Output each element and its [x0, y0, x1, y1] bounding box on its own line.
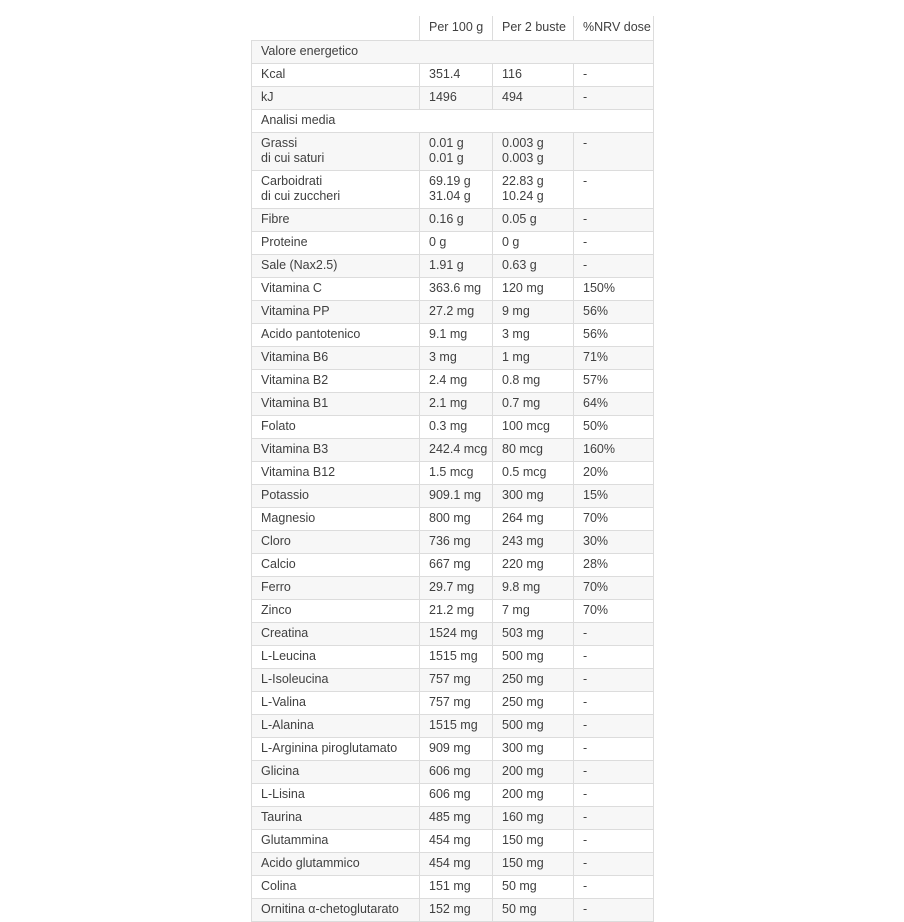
value-per-100g: 0 g [420, 232, 493, 255]
nutrient-label: Vitamina B12 [252, 462, 420, 485]
column-header-per-2-buste: Per 2 buste [493, 16, 574, 41]
value-per-2-buste: 0.05 g [493, 209, 574, 232]
nutrient-label: Zinco [252, 600, 420, 623]
nutrient-label: Vitamina C [252, 278, 420, 301]
value-nrv-dose: - [574, 738, 654, 761]
value-per-100g: 2.1 mg [420, 393, 493, 416]
nutrient-row [252, 577, 654, 600]
value-per-2-buste: 100 mcg [493, 416, 574, 439]
value-nrv-dose: - [574, 64, 654, 87]
value-per-100g: 606 mg [420, 784, 493, 807]
value-per-2-buste: 300 mg [493, 738, 574, 761]
value-nrv-dose: - [574, 133, 654, 171]
value-nrv-dose: - [574, 853, 654, 876]
value-per-2-buste: 150 mg [493, 853, 574, 876]
value-per-100g: 152 mg [420, 899, 493, 922]
value-per-100g: 242.4 mcg [420, 439, 493, 462]
value-per-100g: 363.6 mg [420, 278, 493, 301]
nutrient-label: Fibre [252, 209, 420, 232]
column-header-nrv-dose: %NRV dose [574, 16, 654, 41]
nutrient-row [252, 393, 654, 416]
value-per-2-buste-line: 0.003 g [502, 136, 544, 150]
nutrient-row [252, 347, 654, 370]
nutrient-label-line: di cui zuccheri [261, 189, 341, 203]
value-per-100g: 27.2 mg [420, 301, 493, 324]
value-per-100g: 3 mg [420, 347, 493, 370]
value-nrv-dose: 50% [574, 416, 654, 439]
value-nrv-dose: 57% [574, 370, 654, 393]
value-per-100g: 909 mg [420, 738, 493, 761]
nutrition-table-body [252, 41, 654, 922]
value-nrv-dose: - [574, 715, 654, 738]
value-nrv-dose: - [574, 232, 654, 255]
value-per-2-buste: 250 mg [493, 669, 574, 692]
nutrient-row [252, 554, 654, 577]
value-per-2-buste: 200 mg [493, 761, 574, 784]
nutrient-row [252, 255, 654, 278]
value-nrv-dose: - [574, 784, 654, 807]
value-nrv-dose: - [574, 692, 654, 715]
value-per-100g: 757 mg [420, 669, 493, 692]
nutrient-label: L-Isoleucina [252, 669, 420, 692]
nutrient-row [252, 738, 654, 761]
value-nrv-dose: - [574, 646, 654, 669]
value-nrv-dose: 70% [574, 600, 654, 623]
value-nrv-dose: - [574, 669, 654, 692]
value-nrv-dose: - [574, 899, 654, 922]
value-nrv-dose: 70% [574, 508, 654, 531]
nutrient-label: Kcal [252, 64, 420, 87]
nutrient-label: Calcio [252, 554, 420, 577]
value-per-100g [420, 133, 493, 171]
value-per-2-buste: 7 mg [493, 600, 574, 623]
nutrient-label: Cloro [252, 531, 420, 554]
nutrient-label: L-Arginina piroglutamato [252, 738, 420, 761]
value-per-100g: 1524 mg [420, 623, 493, 646]
nutrient-row [252, 899, 654, 922]
value-nrv-dose: 28% [574, 554, 654, 577]
nutrient-row [252, 439, 654, 462]
nutrient-label: Acido glutammico [252, 853, 420, 876]
value-per-2-buste [493, 171, 574, 209]
nutrient-row [252, 669, 654, 692]
value-per-100g: 29.7 mg [420, 577, 493, 600]
section-row [252, 110, 654, 133]
nutrient-label: Glutammina [252, 830, 420, 853]
value-nrv-dose: 30% [574, 531, 654, 554]
value-nrv-dose: - [574, 255, 654, 278]
nutrient-row [252, 64, 654, 87]
nutrient-label: Glicina [252, 761, 420, 784]
value-nrv-dose: 64% [574, 393, 654, 416]
value-per-2-buste: 80 mcg [493, 439, 574, 462]
nutrient-row [252, 87, 654, 110]
value-per-100g: 151 mg [420, 876, 493, 899]
nutrient-row [252, 853, 654, 876]
nutrient-row [252, 715, 654, 738]
value-per-2-buste: 0.5 mcg [493, 462, 574, 485]
value-per-2-buste: 50 mg [493, 899, 574, 922]
value-per-100g: 1515 mg [420, 715, 493, 738]
nutrient-label: Vitamina B1 [252, 393, 420, 416]
value-nrv-dose: - [574, 876, 654, 899]
value-per-100g: 454 mg [420, 853, 493, 876]
value-per-100g-line: 31.04 g [429, 189, 471, 203]
nutrition-table-container [251, 0, 653, 922]
nutrient-row [252, 370, 654, 393]
nutrient-label: Taurina [252, 807, 420, 830]
value-per-2-buste: 243 mg [493, 531, 574, 554]
value-nrv-dose: 150% [574, 278, 654, 301]
value-nrv-dose: 160% [574, 439, 654, 462]
nutrient-label: Ferro [252, 577, 420, 600]
value-per-100g: 0.16 g [420, 209, 493, 232]
value-nrv-dose: - [574, 761, 654, 784]
nutrient-row [252, 171, 654, 209]
value-per-2-buste-line: 22.83 g [502, 174, 544, 188]
nutrient-row [252, 416, 654, 439]
value-per-100g: 667 mg [420, 554, 493, 577]
value-per-2-buste-line: 0.003 g [502, 151, 544, 165]
value-per-2-buste: 50 mg [493, 876, 574, 899]
value-per-2-buste: 300 mg [493, 485, 574, 508]
nutrient-row [252, 807, 654, 830]
value-per-2-buste: 3 mg [493, 324, 574, 347]
nutrient-row [252, 209, 654, 232]
nutrient-label: Magnesio [252, 508, 420, 531]
nutrient-row [252, 133, 654, 171]
value-per-100g: 21.2 mg [420, 600, 493, 623]
value-nrv-dose: 15% [574, 485, 654, 508]
value-per-2-buste: 116 [493, 64, 574, 87]
nutrient-label: Creatina [252, 623, 420, 646]
value-per-100g: 1.5 mcg [420, 462, 493, 485]
nutrient-row [252, 324, 654, 347]
column-header-per-100g: Per 100 g [420, 16, 493, 41]
nutrient-label: L-Lisina [252, 784, 420, 807]
value-per-2-buste: 250 mg [493, 692, 574, 715]
value-per-2-buste: 503 mg [493, 623, 574, 646]
nutrition-table-header [252, 16, 654, 41]
nutrient-row [252, 232, 654, 255]
nutrient-label: kJ [252, 87, 420, 110]
nutrient-label: Vitamina B6 [252, 347, 420, 370]
nutrient-row [252, 531, 654, 554]
nutrient-label: L-Valina [252, 692, 420, 715]
nutrient-row [252, 301, 654, 324]
value-per-2-buste-line: 10.24 g [502, 189, 544, 203]
value-per-2-buste: 220 mg [493, 554, 574, 577]
value-nrv-dose: 71% [574, 347, 654, 370]
value-nrv-dose: 20% [574, 462, 654, 485]
value-per-100g: 454 mg [420, 830, 493, 853]
value-per-100g: 2.4 mg [420, 370, 493, 393]
nutrient-row [252, 600, 654, 623]
value-per-2-buste: 0.63 g [493, 255, 574, 278]
nutrient-label: Vitamina B2 [252, 370, 420, 393]
value-nrv-dose: 70% [574, 577, 654, 600]
value-nrv-dose: - [574, 209, 654, 232]
nutrition-table [251, 16, 654, 922]
value-per-100g: 909.1 mg [420, 485, 493, 508]
value-per-2-buste [493, 133, 574, 171]
value-nrv-dose: - [574, 87, 654, 110]
table-corner-cell [252, 16, 420, 41]
value-per-100g-line: 69.19 g [429, 174, 471, 188]
nutrient-row [252, 876, 654, 899]
value-per-2-buste: 9.8 mg [493, 577, 574, 600]
nutrient-label: Proteine [252, 232, 420, 255]
nutrient-label: Sale (Nax2.5) [252, 255, 420, 278]
value-per-2-buste: 0 g [493, 232, 574, 255]
value-per-100g [420, 171, 493, 209]
value-per-2-buste: 1 mg [493, 347, 574, 370]
nutrient-row [252, 830, 654, 853]
value-per-100g: 9.1 mg [420, 324, 493, 347]
value-nrv-dose: 56% [574, 301, 654, 324]
nutrient-label: Colina [252, 876, 420, 899]
nutrient-label: Potassio [252, 485, 420, 508]
nutrient-label: Ornitina α-chetoglutarato [252, 899, 420, 922]
value-per-100g: 736 mg [420, 531, 493, 554]
nutrient-row [252, 784, 654, 807]
value-per-2-buste: 9 mg [493, 301, 574, 324]
value-per-2-buste: 500 mg [493, 715, 574, 738]
nutrient-label-line: Carboidrati [261, 174, 323, 188]
nutrient-row [252, 485, 654, 508]
nutrient-row [252, 508, 654, 531]
value-per-100g: 0.3 mg [420, 416, 493, 439]
nutrient-label [252, 171, 420, 209]
nutrient-row [252, 646, 654, 669]
nutrient-label: Folato [252, 416, 420, 439]
value-per-100g: 1515 mg [420, 646, 493, 669]
nutrient-label: L-Leucina [252, 646, 420, 669]
section-label: Analisi media [252, 110, 654, 133]
value-nrv-dose: - [574, 807, 654, 830]
value-per-2-buste: 200 mg [493, 784, 574, 807]
value-per-2-buste: 0.7 mg [493, 393, 574, 416]
section-row [252, 41, 654, 64]
value-nrv-dose: - [574, 830, 654, 853]
value-per-100g: 351.4 [420, 64, 493, 87]
value-per-100g: 1496 [420, 87, 493, 110]
nutrient-label: Vitamina B3 [252, 439, 420, 462]
value-nrv-dose: - [574, 171, 654, 209]
nutrient-row [252, 761, 654, 784]
nutrient-label-line: Grassi [261, 136, 298, 150]
value-per-2-buste: 120 mg [493, 278, 574, 301]
nutrient-label-line: di cui saturi [261, 151, 325, 165]
value-per-100g-line: 0.01 g [429, 151, 464, 165]
value-per-100g: 800 mg [420, 508, 493, 531]
value-per-100g-line: 0.01 g [429, 136, 464, 150]
nutrient-label: Vitamina PP [252, 301, 420, 324]
header-row [252, 16, 654, 41]
value-per-100g: 485 mg [420, 807, 493, 830]
value-per-2-buste: 150 mg [493, 830, 574, 853]
nutrient-label: L-Alanina [252, 715, 420, 738]
value-per-2-buste: 264 mg [493, 508, 574, 531]
nutrient-row [252, 462, 654, 485]
value-per-100g: 1.91 g [420, 255, 493, 278]
section-label: Valore energetico [252, 41, 654, 64]
value-per-2-buste: 160 mg [493, 807, 574, 830]
nutrient-row [252, 623, 654, 646]
value-nrv-dose: - [574, 623, 654, 646]
nutrient-label: Acido pantotenico [252, 324, 420, 347]
value-per-2-buste: 500 mg [493, 646, 574, 669]
nutrient-row [252, 692, 654, 715]
value-per-100g: 757 mg [420, 692, 493, 715]
value-per-100g: 606 mg [420, 761, 493, 784]
value-nrv-dose: 56% [574, 324, 654, 347]
nutrient-label [252, 133, 420, 171]
nutrient-row [252, 278, 654, 301]
value-per-2-buste: 494 [493, 87, 574, 110]
value-per-2-buste: 0.8 mg [493, 370, 574, 393]
